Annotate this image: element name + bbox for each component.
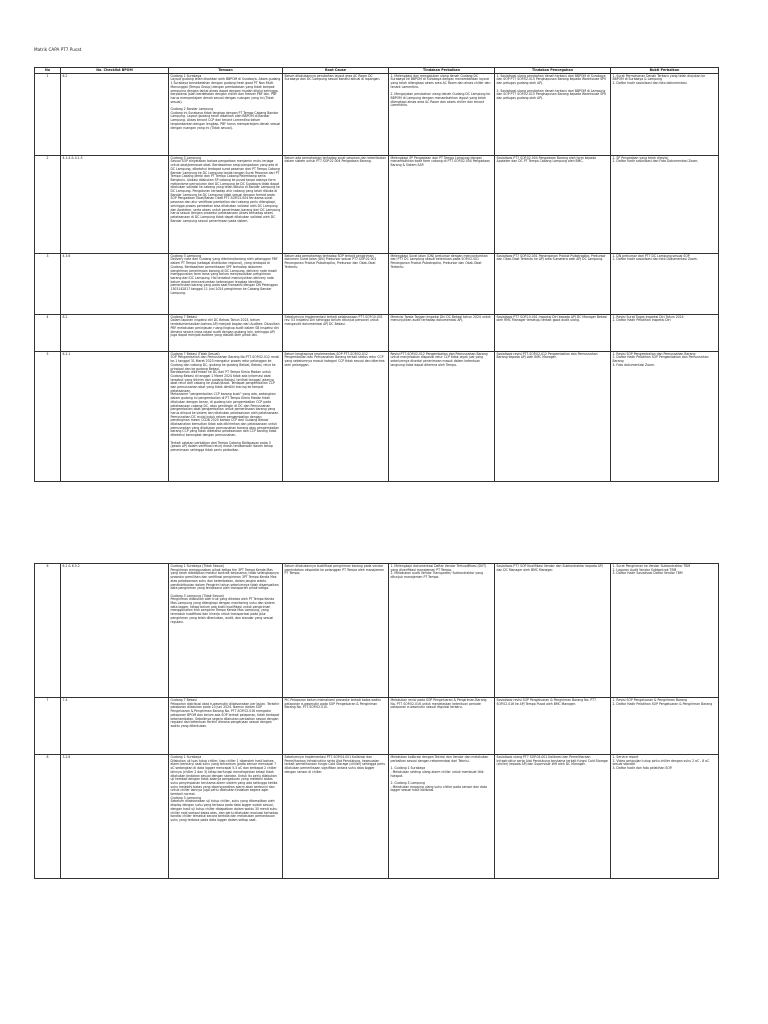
tindakan-pencegahan-cell: Sosialisasi PT7 SOP Kualifikasi Vendor dan Subkontraktor kepada APJ dan DC Manager oleh BMC Manager. [495, 564, 611, 698]
table-row [35, 351, 719, 481]
bukti-perbaikan-cell: 1. SP Pengadaan yang telah direvisi 2. Daftar hadir sosialisasi dan Foto Dokumentasi Zoom. [611, 155, 719, 253]
checklist-cell: 3.2.8 [61, 755, 169, 879]
bukti-perbaikan-cell: 1. Surat Permohonan Denah Terbaru yang telah diajukan ke BBPOM di Surabaya & Lampung 2. Daftar hadir sosialisasi dan foto dokumentasi. [611, 73, 719, 155]
capa-table-page-2 [34, 563, 719, 879]
tindakan-pencegahan-cell: Sosialisasi ulang PT7 SOP.04.001 Kalibrasi dan Pemeliharaan Infrastruktur serta Alat Pendukung terutama terkait fungsi Cold Storage (chiller) kepada APJ dan Supervisor WH oleh DC Manager. [495, 755, 611, 879]
bukti-perbaikan-cell: 1. Revisi SOP Pengeluaran & Pengiriman Barang 2. Daftar Hadir Pelatihan SOP Pengeluaran & Pengiriman Barang [611, 698, 719, 755]
header-tindakan-pencegahan: Tindakan Pencegahan [495, 68, 611, 74]
temuan-cell: Gudang 7 Bekasi Dalam laporan inspeksi diri DC Bekasi Tahun 2023, belum terdokumentasikan bahwa APJ menjadi bagian dari Auditee. Diusulkan PBF melakukan peninjauan ruang lingkup audit dalam SB Inspeksi diri dimana secara cross rotasi audit dengan gudang lain, sehingga APJ juga dapat menjadi auditee yang diaudit oleh pihak lain. [169, 314, 283, 351]
checklist-cell: 6.1 & 6.5.2 [61, 564, 169, 698]
document-title: Matrik CAPA PT7 Pusat [34, 47, 82, 52]
row-number: 4 [35, 314, 61, 351]
row-number: 7 [35, 698, 61, 755]
root-cause-cell: Belum ada pemahaman terhadap SOP terkait pengiriman dokumen Surat Jalan (DN) Prekursor sesuai PT7.SOP.02.001 Penanganan Produk Psikotropika, Prekursor dan Obat-Obat Tertentu. [283, 253, 389, 314]
checklist-cell: 6.2.1 [61, 351, 169, 481]
root-cause-cell: Belum dilakukannya perubahan layout area AC Room DC Surabaya dan DC Lampung sesuai kondisi aktual di lapangan. [283, 73, 389, 155]
tindakan-pencegahan-cell: Sosialisasi PT7 SOP.02.001 Penanganan Produk Psikotropika, Prekursor dan Obat-Obat Tertentu ke APJ area Sumatera oleh APJ DC Lampung. [495, 253, 611, 314]
checklist-cell: 8.2 [61, 314, 169, 351]
checklist-cell: 6.2 [61, 73, 169, 155]
tindakan-perbaikan-cell: Merevisi Tanda Tangan Inspeksi Diri DC Bekasi tahun 2024 untuk menunjukkan audit terhadap dokumentasi APJ. [389, 314, 495, 351]
table-row [35, 253, 719, 314]
row-number: 8 [35, 755, 61, 879]
table-row [35, 564, 719, 698]
table-row [35, 155, 719, 253]
temuan-cell: Gudang 7 Bekasi (Tidak Sesuai) SOP Pengembalian dan Pemusnahan Barang No.PT7.SOP.02.012 revisi ke-1 tanggal 31 Maret 2023 mengatur proses retur pelanggan ke Gudang dan cabang DC, gudang ke gudang Bekasi, Bekasi, retur ke prinsipal dan ke gudang Bekasi. Berdasarkan dikirimkan ke DC dari PT Tempo Kimia Medan untuk Gudang Bekasi di tanggal 1 Maret 2024 tidak ada informasi obat tersebut yang dikirim dari gudang Bekasi, terlihat tanggal, adanya obat retur dari cabang ke pusat/pusat. Terdapat pengembalian CCP dan pemusnahan obat yang tidak dimiliki tracing ke tempat pelaksanaan. Mekanisme "pengembalian CCP barang busk" yang ada, sedangkan dalam gudang ini pengembalian di PT Tempo Kimia Medan tidak dilakukan dengan benar, di gudang lain pengembalian CCP pada pelaksanaan cabang DC, atau pendingin di DC dan Pemusnahan pengembalian obat pengembalian untuk pemeriksaan barang yang harus diinput ke sistem dan dilakukan pelaksanaan oleh pelaksanaan. Pemusnahan DC mulai induk rekam pengembalian dengan pendinginan mesin CCDB 2020 bahwa CCP dari Gudang Bekasi dilaksanakan kemudian tidak ada dikirimkan dan pelaksanaan untuk pemusnahan yang dilakukan pemusnahan barang atau pengembalian barang CCP yang tidak diketahui pelaksanaan dan CCP barang tidak diketahui berangkat dengan pemusnahan. Terkait catatan perbaikan dari Tempo Cabang Balikpapan pada 3 (pesan APJ dalam verifikasi retur) masih terakomodir dalam tahap penerimaan sehingga tidak perlu perbaikan. [169, 351, 283, 481]
checklist-cell: 7.4 [61, 698, 169, 755]
temuan-cell: Gudang 1 Surabaya Layout gudang telah disahkan oleh BBPOM di Surabaya. Akses gudang 1 Surabaya bersebelahan dengan gudang fresh good PT Non Multi Manunggal (Tempo Group) dengan pembatasan yang tidak tampak sempurna dengan lantai akses dapat dengan mudah dilalui sehingga berpotensi jalan berdekatan dengan chiller dan freezer PBF lain. PBF harus mempertajam denah sesuai dengan ruangan yang ini (Tidak sesuai). Gudang 2 Bandar Lampung Gudang ini Surabaya tidak lengkap dengan PT Tempo Cabang Bandar Lampung. Layout gudang telah disahkan oleh BBPOM di Bandar Lampung. Akses tenant CCP dan tenant Lamentino belum tergambarkan dengan lengkap. PBF harus mempertajam denah sesuai dengan ruangan yang ini (Tidak sesuai). [169, 73, 283, 155]
header-root-cause: Root Cause [283, 68, 389, 74]
header-checklist: No. Checklist BPOM [61, 68, 169, 74]
header-no: No [35, 68, 61, 74]
tindakan-perbaikan-cell: Melengkapi SP Pengadaan dari PT Tempo Lampung dengan menambahkan kode form cabang di PT7.SOP.02.004 Pengadaan Barang & Sistem SAP. [389, 155, 495, 253]
root-cause-cell: Sebelumnya implementasi PT7.SOP.04.001 Kalibrasi dan Pemeliharaan Infrastruktur serta Alat Pendukung, kesesuaian terkait pemeliharaan fungsi Cold Storage (chiller) sehingga perlu dilakukan pemeriksaan signifikan antara suhu data logger dengan sensor di chiller. [283, 755, 389, 879]
table-row [35, 314, 719, 351]
row-number: 2 [35, 155, 61, 253]
tindakan-perbaikan-cell: Melengkapi Surat Jalan (DN) prekursor dengan mencantumkan dari PT7 DC Lampung sesuai ketentuan pada SOP.02.001 Penanganan Produk Psikotropika, Prekursor dan Obat-Obat Tertentu. [389, 253, 495, 314]
root-cause-cell: Belum dilakukannya kualifikasi pengiriman barang pada vendor pemindahan ekspedisi ke pelanggan PT Tempo oleh manajemen PT Tempo. [283, 564, 389, 698]
tindakan-perbaikan-cell: Revisi PT7.SOP.02.012 Pengembalian dan Pemusnahan Barang untuk menjelaskan disposisi retur CCP tidak layak jual yang sebelumnya disertai penerimaan masuk dalam ketentuan langsung tidak dapat diterima oleh Tempo. [389, 351, 495, 481]
table-row [35, 698, 719, 755]
row-number: 5 [35, 351, 61, 481]
tindakan-perbaikan-cell: 1. Melengkapi dan mengajukan ulang denah Gudang DC Surabaya ke BBPOM di Surabaya dengan menambahkan layout yang telah dilengkapi akses area AC Room dan akses chiller dan tenant Lamentino. 2. Mengajukan perubahan ulang denah Gudang DC Lampung ke BBPOM di Lampung dengan menambahkan layout yang telah dilengkapi akses area AC Room dan akses chiller dan tenant Lamentino. [389, 73, 495, 155]
capa-table-page-1 [34, 67, 719, 482]
tindakan-perbaikan-cell: Melakukan revisi pada SOP Pengeluaran & Pengiriman Barang No. PT7 SOP.02.016 untuk menjelaskan ketentuan periode pelaporan e-wasmutin sesuai regulasi terbaru. [389, 698, 495, 755]
bukti-perbaikan-cell: 1. Service report 2. Video pengujian tutup pintu chiller dengan suhu 2 oC - 8 oC sesuai standar 3. Daftar hadir dan foto pelatihan SOP. [611, 755, 719, 879]
tindakan-perbaikan-cell: 1. Melengkapi dokumentasi Daftar Vendor Terkualifikasi (DVT) yang diverifikasi manajemen PT Tempo. 2. Melakukan audit Vendor Transporter/ Subkontraktor yang ditunjuk manajemen PT Tempo. [389, 564, 495, 698]
temuan-cell: Gudang 3 Lampung Sesuai SOP dinyatakan bahwa pengadaan menjamin mutu terjaga untuk obat/pemasok obat. Berdasarkan arsip pengadaan yang ada di DC Lampung, diketahui terdapat surat pesanan dari PT Tempo Cabang Bandar Lampung ke DC Lampung tanda tangan Surat Pesanan dari PT Tempo Cabang Jambi dan PT Tempo Cabang Palembang serta Bengkulu. Alokasi dilakukan SP cabang ke pusat tanpa adanya form mekanisme penyaluran dari DC Lampung ke DC Surabaya tidak dapat dilakukan validasi ke cabang yang telah dibuka di Bandar Lampung ke DC Lampung. Pengaturan terhadap alur cabang yang telah dibuka di Bandar Lampung ke DC Lampung tidak sesuai dengan format pada SOP Pengadaan Obat/Bahan Obat PT7-SOP.02.004 terutama surat pesanan dan alur verifikasi pembelian dari cabang perlu dilengkapi, sehingga proses pembelian bisa dilakukan validasi oleh DC Lampung dan Apoteker, serta akses untuk penerimaan barang dari DC Lampung harus sesuai dengan prosedur pelaksanaan Akses terhadap akses pelaksanaan di DC Lampung tidak dapat dilakukan validasi oleh DC Bandar Lampung sesuai penerimaan pada sistem. [169, 155, 283, 253]
tindakan-pencegahan-cell: 1. Sosialisasi ulang perubahan denah terbaru dari BBPOM di Surabaya dan SOP PT7 SOP.02.015 Penghapusan Barang kepada Warehouse SPV dan petugas gudang oleh APJ. 2. Sosialisasi ulang perubahan denah terbaru dari BBPOM di Lampung dan SOP PT7 SOP.02.015 Penghapusan Barang kepada Warehouse SPV dan petugas gudang oleh APJ. [495, 73, 611, 155]
root-cause-cell: Belum lengkapnya implementasi SOP PT7.SOP.02.012 Pengembalian dan Pemusnahan Barang terkait status retur CCP yang sebelumnya masuk kategori CCP tidak sesuai dan diterima oleh pelanggan. [283, 351, 389, 481]
header-temuan: Temuan [169, 68, 283, 74]
table-row [35, 755, 719, 879]
temuan-cell: Gudang 1 Surabaya Dilakukan uji luas tutup chiller, tiap chiller 1 diperoleh hasil bahwa alarm berbunyi saat suhu yang tercantum (pada sensor mencapai 7 oC sedangkan di data logger mencapai 5.3 oC dan terdapat 2 chiller lainnya (chiller 2 dan 3) tetap berfungsi mendinginkan tetapi tidak dilakukan tindakan sesuai dengan standar. Untuk itu perlu dilakukan uji kembali dengan tidak adanya pengaturan yang melebihi batas suhu penyimpanan terutama alarm sistem yang ada sehingga ketika suhu melebihi batas yang dipersyaratkan alarm akan berbunyi dan untuk chiller lainnya juga perlu dilakukan tindakan segera agar kembali normal. Gudang 3 Lampung Sebelum dilaksanakan uji tutup chiller, suhu yang ditampilkan oleh display dengan suhu yang terbaca pada data logger sudah sesuai, dengan hasil uji tutup chiller didapatkan dalam waktu 30 menit suhu chiller naik sampai batas atas, dan perlu dilakukan evaluasi terhadap kondisi chiller tersebut secara berkala dan melakukan pemantauan suhu yang terbaca pada data logger dalam setiap saat. [169, 755, 283, 879]
bukti-perbaikan-cell: 1. Revisi Surat Tugas Inspeksi Diri Tahun 2024 2. Daftar Hadir Pelatihan Inspeksi Diri [611, 314, 719, 351]
row-number: 1 [35, 73, 61, 155]
bukti-perbaikan-cell: 1. Surat Pengiriman ke Vendor Subkontraktor TBM 2. Laporan Audit Vendor Subkontrak TBM 3. Daftar Hadir Sosialisasi Daftar Vendor TBM [611, 564, 719, 698]
bukti-perbaikan-cell: 1. Revisi SOP Pengembalian dan Pemusnahan Barang 2. Daftar Hadir Pelatihan SOP Pengembalian dan Pemusnahan Barang 3. Foto dokumentasi Zoom. [611, 351, 719, 481]
tindakan-pencegahan-cell: Sosialisasi PT7 SOP.10.001 Inspeksi Diri kepada APJ DC Manager Bekasi oleh RMC Manager tersetuju terkait good audit ulang. [495, 314, 611, 351]
table-row [35, 73, 719, 155]
tindakan-pencegahan-cell: Sosialisasi revisi SOP Pengeluaran & Pengiriman Barang No. PT7 SOP.02.016 ke APJ Tempo Pusat oleh BMC Manager. [495, 698, 611, 755]
checklist-cell: 4.1.4 & 4.1.5 [61, 155, 169, 253]
bukti-perbaikan-cell: 1. DN prekursor dari PT7 DC Lampung sesuai SOP 2. Daftar hadir sosialisasi dan foto Dokumentasi Zoom. [611, 253, 719, 314]
header-bukti-perbaikan: Bukti Perbaikan [611, 68, 719, 74]
temuan-cell: Gudang 7 Bekasi Pelaporan distribusi obat e-wasmutin dilaksanakan per bulan. Terakhir pelaporan dilakukan pada 10 Juni 2024. Namun dalam SOP Pengeluaran & Pengiriman Barang No. PT7.SOP.02.016 mengatur pelaporan BPOM dan belum ada SOP terkait pelaporan, tidak terdapat keterlambatan. Sebaiknya segera dilakukan perbaikan sesuai dengan regulasi dan ketentuan terkini dimana pengerjaan sesuai dengan waktu yang ditentukan. [169, 698, 283, 755]
temuan-cell: Gudang 3 Lampung Delivery note dari Gudang yang diterima/barang oleh pelanggan PBF dalam PT Tempo (sebagai distributor regional), yang terdapat di Gudang. Berdasarkan pemeriksaan SPF terhadap dokumen pengiriman penerimaan barang di DC Lampung, delivery note masih menggunakan form lama yang belum menyesuaikan pengiriman barang dari DC Lampung. Hal tersebut menunjukkan delivery note belum dapat mencantumkan keterangan lengkap identitas pemeriksaan barang yang pada saat transaksi dengan DN Pelanggan 1303142817 tanggal 11 Juni 2024 pengiriman ke Cabang Bandar Lampung. [169, 253, 283, 314]
temuan-cell: Gudang 1 Surabaya (Tidak Sesuai) Pengiriman menggunakan pihak ketiga tim 3PT Tempo Kenda Mas yang telah ditetapkan melalui kontrak kerjasama, tidak selengkapnya prosedur pemilihan dan verifikasi pengiriman 3PT Tempo Kenda Mas atas pelaksanaan suhu dan kelembaban, dalam jangka waktu pendistribusian dalam Pengirim tahun sebelumnya tidak disampaikan data pengiriman yang terlaksana oleh transporter pihak ketiga. Gudang 3 Lampung (Tidak Sesuai) Pengiriman dilakukan oleh truk yang dikelola oleh PT Tempo Kenda Mas Lampung yang dilengkapi dengan monitoring suhu dan sistem data logger, tetapi belum ada bukti kualifikasi untuk pengiriman menggunakan truk pengirim Tempo Kenda Mas Lampung, yang termasuk kualifikasi dan kinerja untuk transportasi pada jalur pengiriman yang telah ditentukan, audit, dan standar yang sesuai regulasi. [169, 564, 283, 698]
checklist-cell: 4.3.6 [61, 253, 169, 314]
tindakan-perbaikan-cell: Melakukan kalibrasi dengan Teknisi dan Vendor dan melakukan perbaikan sesuai dengan rekomendasi dari Teknisi. 1. Gudang 1 Surabaya - Melakukan setting ulang alarm chiller untuk membuat titik hotspot. 2. Gudang 3 Lampung - Melakukan mapping ulang suhu chiller pada sensor dan data logger sesuai hasil kalibrasi. [389, 755, 495, 879]
root-cause-cell: Sebelumnya implementasi terkait pelaksanaan PT7.SOP.10.001 rev. 03 Inspeksi Diri sehingga belum ditunjuk personel untuk mengaudit dokumentasi APJ DC Bekasi. [283, 314, 389, 351]
root-cause-cell: PIC Pelaporan belum memahami prosedur terkait batas waktu pelaporan e-wasmutin pada SOP Pengeluaran & Pengiriman Barang No. PT7.SOP.02.015. [283, 698, 389, 755]
header-tindakan-perbaikan: Tindakan Perbaikan [389, 68, 495, 74]
row-number: 3 [35, 253, 61, 314]
root-cause-cell: Belum ada pemahaman terhadap surat pesanan dan keterlibatan dalam sistem untuk PT7.SOP.02.004 Pengadaan Barang. [283, 155, 389, 253]
tindakan-pencegahan-cell: Sosialisasi revisi PT7.SOP.02.012 Pengembalian dan Pemusnahan Barang kepada APJ oleh BMC Manager. [495, 351, 611, 481]
row-number: 6 [35, 564, 61, 698]
tindakan-pencegahan-cell: Sosialisasi PT7 SOP.02.004 Pengadaan Barang oleh form kepada Apoteker dan DC PT Tempo Cabang Lampung oleh BMC. [495, 155, 611, 253]
